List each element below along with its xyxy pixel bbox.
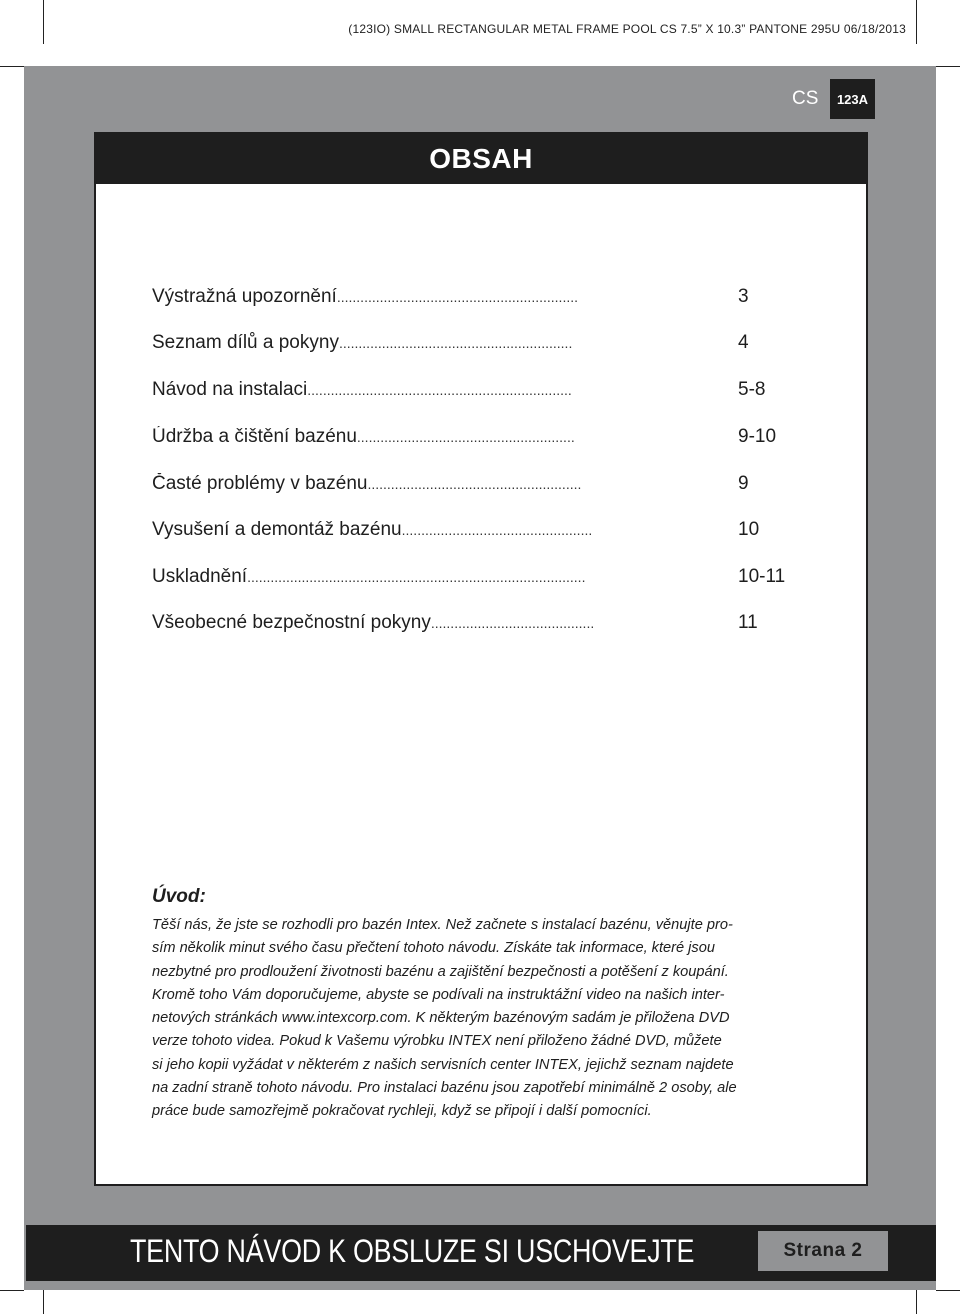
- toc-item-label: Výstražná upozornění: [152, 286, 337, 307]
- toc-leader-dots: .......................................................: [367, 476, 582, 492]
- toc-item-page: 10: [738, 519, 760, 540]
- toc-item: [152, 286, 812, 316]
- language-code: CS: [792, 88, 819, 109]
- crop-mark: [936, 1290, 960, 1291]
- crop-mark: [916, 1290, 917, 1314]
- toc-item: [152, 473, 812, 503]
- toc-item: [152, 426, 812, 456]
- intro-line: Kromě toho Vám doporučujeme, abyste se podívali na instruktážní video na našich inter-: [152, 986, 725, 1003]
- intro-line: nezbytné pro prodloužení životnosti bazénu a zajištění bezpečnosti a potěšení z koupání.: [152, 963, 729, 980]
- toc-leader-dots: ........................................................: [356, 429, 575, 445]
- crop-mark: [43, 0, 44, 44]
- page-badge: 123A: [830, 79, 875, 119]
- intro-line: práce bude samozřejmě pokračovat rychleji, když se připojí i další pomocníci.: [152, 1103, 652, 1120]
- crop-mark: [916, 0, 917, 44]
- toc-leader-dots: .................................................: [401, 522, 593, 538]
- intro-line: si jeho kopii vyžádat v některém z našich servisních center INTEX, jejichž seznam najdete: [152, 1056, 734, 1073]
- toc-item-page: 4: [738, 332, 749, 353]
- toc-leader-dots: ............................................................: [338, 335, 573, 351]
- toc-item: [152, 332, 812, 362]
- crop-mark: [0, 1290, 24, 1291]
- page-number: Strana 2: [758, 1231, 888, 1271]
- intro-paragraph: [152, 914, 814, 1124]
- intro-line: verze tohoto videa. Pokud k Vašemu výrobku INTEX není přiloženo žádné DVD, můžete: [152, 1033, 722, 1050]
- content-panel: [94, 132, 868, 1186]
- footer-bar: [26, 1225, 936, 1281]
- toc-item-page: 11: [738, 612, 758, 633]
- toc-item: [152, 612, 812, 642]
- intro-line: netových stránkách www.intexcorp.com. K některým bazénovým sadám je přiložena DVD: [152, 1010, 730, 1027]
- toc-leader-dots: ..........................................: [430, 615, 595, 631]
- toc-item-page: 3: [738, 286, 749, 307]
- page-title: OBSAH: [96, 134, 866, 184]
- toc-item-label: Údržba a čištění bazénu: [152, 426, 357, 447]
- toc-leader-dots: .......................................................................................: [247, 569, 586, 585]
- intro-line: sím několik minut svého času přečtení tohoto návodu. Získáte tak informace, které jsou: [152, 940, 715, 957]
- toc-item: [152, 519, 812, 549]
- toc-item: [152, 379, 812, 409]
- intro-line: na zadní straně tohoto návodu. Pro instalaci bazénu jsou zapotřebí minimálně 2 osoby, ale: [152, 1080, 737, 1097]
- intro-heading: Úvod:: [152, 886, 206, 907]
- footer-notice: TENTO NÁVOD K OBSLUZE SI USCHOVEJTE: [130, 1233, 695, 1269]
- print-header: (123IO) SMALL RECTANGULAR METAL FRAME POOL CS 7.5” X 10.3” PANTONE 295U 06/18/2013: [348, 22, 906, 36]
- toc-leader-dots: ....................................................................: [307, 382, 572, 398]
- intro-line: Těší nás, že jste se rozhodli pro bazén Intex. Než začnete s instalací bazénu, věnujte pro-: [152, 917, 733, 933]
- crop-mark: [43, 1290, 44, 1314]
- toc-item-label: Všeobecné bezpečnostní pokyny: [152, 612, 431, 633]
- toc-item-page: 10-11: [738, 566, 786, 587]
- toc-item-label: Vysušení a demontáž bazénu: [152, 519, 402, 540]
- toc-item-label: Časté problémy v bazénu: [152, 473, 368, 494]
- toc-leader-dots: ..............................................................: [336, 289, 579, 305]
- toc-item-label: Seznam dílů a pokyny: [152, 332, 339, 353]
- toc-item-page: 9-10: [738, 426, 777, 447]
- toc-item: [152, 566, 812, 596]
- toc-item-page: 9: [738, 473, 749, 494]
- toc-item-page: 5-8: [738, 379, 766, 400]
- toc-item-label: Uskladnění: [152, 566, 248, 587]
- toc-item-label: Návod na instalaci: [152, 379, 308, 400]
